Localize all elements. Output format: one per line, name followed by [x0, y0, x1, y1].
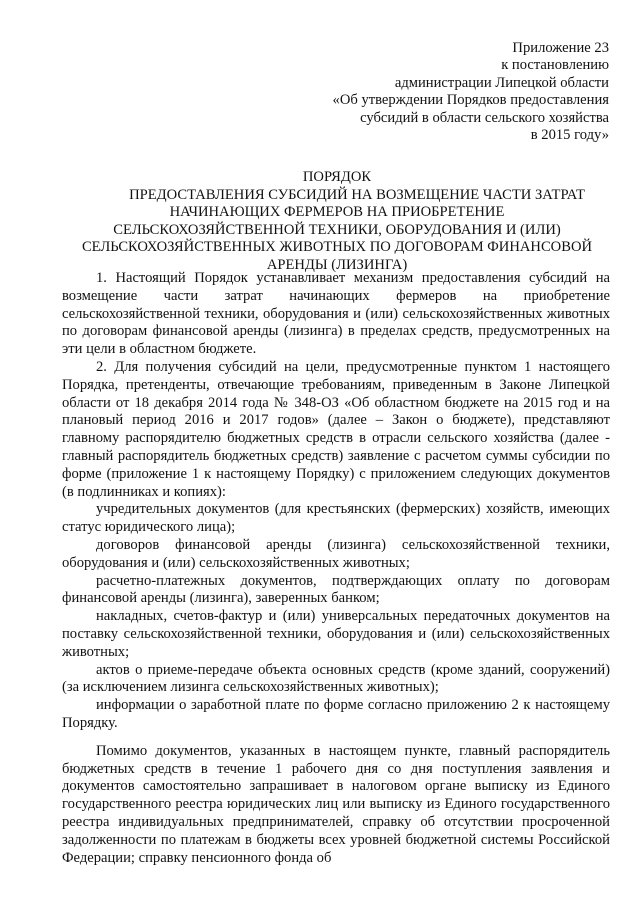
list-item-salary-info: информации о заработной плате по форме согласно приложению 2 к настоящему Порядку.: [62, 697, 610, 731]
annex-line: к постановлению: [501, 57, 609, 74]
paragraph-2: 2. Для получения субсидий на цели, предусмотренные пунктом 1 настоящего Порядка, претенденты, отвечающие требованиям, приведенным в Законе Липецкой области от 18 декабря 2014 года № 348-ОЗ «Об областном бюджете на 2015 год и на плановый период 2016 и 2017 годов» (далее – Закон о бюджете), представляют главному распорядителю бюджетных средств в отрасли сельского хозяйства (далее - главный распорядитель бюджетных средств) заявление с расчетом суммы субсидии по форме (приложение 1 к настоящему Порядку) с приложением следующих документов (в подлинниках и копиях):: [62, 358, 610, 500]
title-line: ПРЕДОСТАВЛЕНИЯ СУБСИДИЙ НА ВОЗМЕЩЕНИЕ ЧАСТИ ЗАТРАТ: [129, 186, 585, 203]
title-line: ПОРЯДОК: [302, 169, 372, 185]
annex-line: администрации Липецкой области: [394, 74, 609, 91]
paragraph-1: 1. Настоящий Порядок устанавливает механизм предоставления субсидий на возмещение части затрат начинающих фермеров на приобретение сельскохозяйственной техники, оборудования и (или) сельскохозяйственных животных по договорам финансовой аренды (лизинга) в пределах средств, предусмотренных на эти цели в областном бюджете.: [62, 270, 610, 358]
list-item-invoices: накладных, счетов-фактур и (или) универсальных передаточных документов на поставку сельскохозяйственной техники, оборудования и (или) сельскохозяйственных животных;: [62, 608, 610, 660]
title-line: АРЕНДЫ (ЛИЗИНГА): [266, 256, 408, 273]
list-item-payment-docs: расчетно-платежных документов, подтверждающих оплату по договорам финансовой аренды (лизинга), заверенных банком;: [62, 572, 610, 607]
list-item-founding-docs: учредительных документов (для крестьянских (фермерских) хозяйств, имеющих статус юридического лица);: [62, 501, 610, 536]
title-line: СЕЛЬСКОХОЗЯЙСТВЕННОЙ ТЕХНИКИ, ОБОРУДОВАНИЯ И (ИЛИ): [113, 221, 561, 238]
list-item-acceptance-acts: актов о приеме-передаче объекта основных средств (кроме зданий, сооружений) (за исключением лизинга сельскохозяйственных животных);: [62, 661, 610, 696]
document-title: [60, 169, 614, 275]
annex-line: в 2015 году»: [530, 127, 609, 144]
annex-header: [279, 40, 609, 144]
list-item-leasing-contracts: договоров финансовой аренды (лизинга) сельскохозяйственной техники, оборудования и (или) сельскохозяйственных животных;: [62, 536, 610, 571]
document-body: [62, 270, 610, 867]
title-line: НАЧИНАЮЩИХ ФЕРМЕРОВ НА ПРИОБРЕТЕНИЕ: [169, 204, 505, 221]
annex-line: «Об утверждении Порядков предоставления: [332, 92, 609, 109]
annex-number: Приложение 23: [512, 40, 609, 56]
annex-line: субсидий в области сельского хозяйства: [360, 109, 609, 126]
title-line: СЕЛЬСКОХОЗЯЙСТВЕННЫХ ЖИВОТНЫХ ПО ДОГОВОРАМ ФИНАНСОВОЙ: [81, 239, 593, 256]
paragraph-additional-docs: Помимо документов, указанных в настоящем пункте, главный распорядитель бюджетных средств в течение 1 рабочего дня со дня поступления заявления и документов самостоятельно запрашивает в налоговом органе выписку из Единого государственного реестра юридических лиц или выписку из Единого государственного реестра индивидуальных предпринимателей, справку об отсутствии просроченной задолженности по платежам в бюджеты всех уровней бюджетной системы Российской Федерации; справку пенсионного фонда об: [62, 742, 610, 866]
